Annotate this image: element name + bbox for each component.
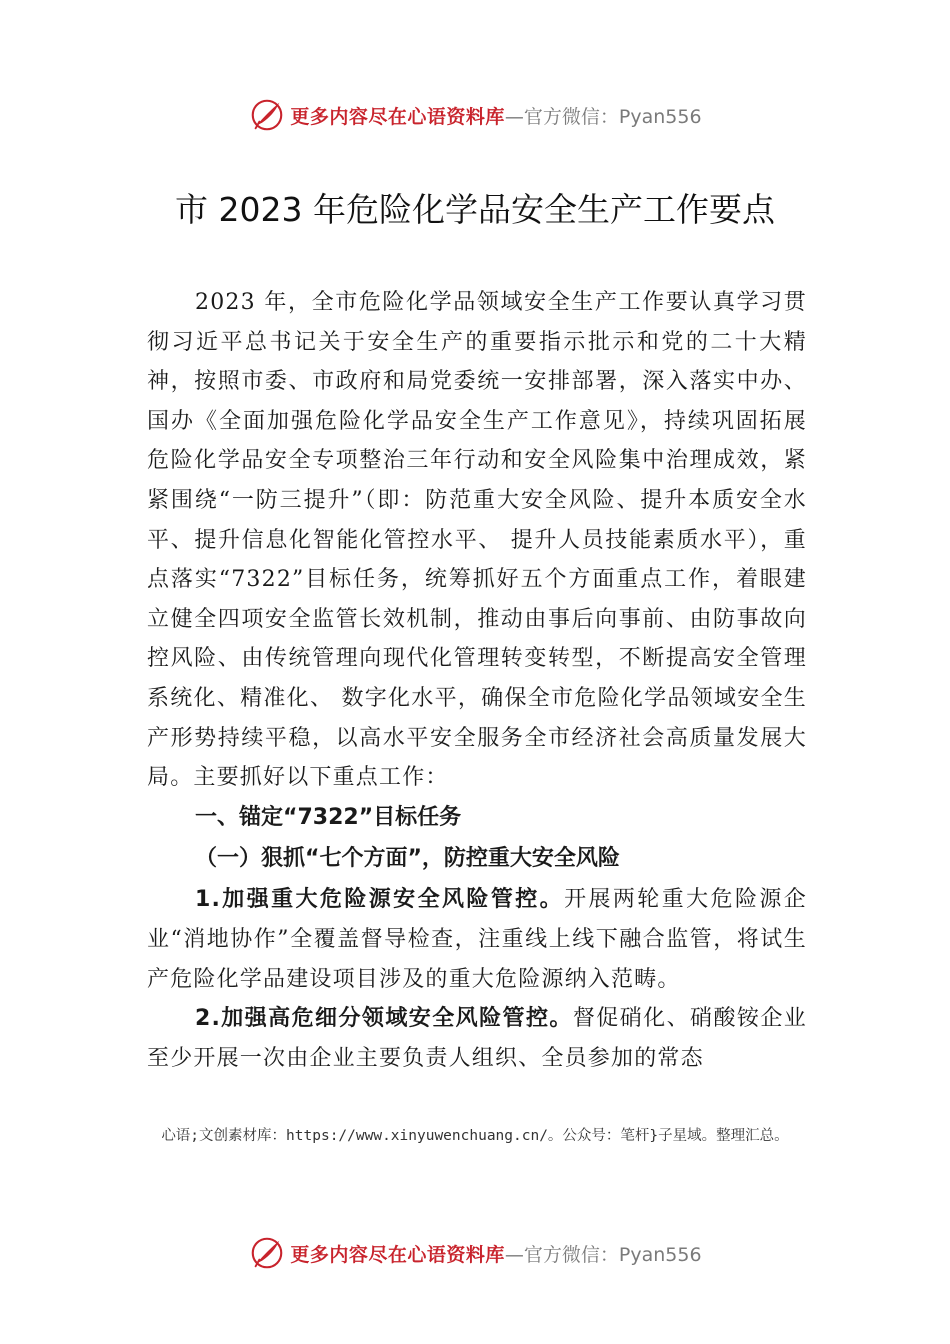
item-2-paragraph xyxy=(147,999,807,1078)
banner-wechat-text: —官方微信：Pyan556 xyxy=(504,105,702,128)
item-1-paragraph xyxy=(147,880,807,999)
section-heading: 一、锚定“7322”目标任务 xyxy=(195,804,462,830)
document-title: 市 2023 年危险化学品安全生产工作要点 xyxy=(175,190,775,229)
footer-source-note: 心语;文创素材库：https://www.xinyuwenchuang.cn/。公众号：笔杆}子星域。整理汇总。 xyxy=(161,1128,789,1144)
subsection-heading: （一）狠抓“七个方面”，防控重大安全风险 xyxy=(195,846,620,872)
item-1-heading: 1.加强重大危险源安全风险管控。 xyxy=(195,887,565,913)
quill-logo-icon xyxy=(248,96,286,134)
footer-banner xyxy=(0,1233,950,1273)
item-2-text: 督促硝化、硝酸铵企业至少开展一次由企业主要负责人组织、全员参加的常态 xyxy=(147,1006,807,1071)
item-1-text: 开展两轮重大危险源企业“消地协作”全覆盖督导检查，注重线上线下融合监管，将试生产危险化学品建设项目涉及的重大危险源纳入范畴。 xyxy=(147,887,807,992)
header-banner xyxy=(0,95,950,135)
banner-brand-text: 更多内容尽在心语资料库 xyxy=(290,1243,505,1266)
banner-wechat-text: —官方微信：Pyan556 xyxy=(504,1243,702,1266)
item-2-heading: 2.加强高危细分领域安全风险管控。 xyxy=(195,1006,573,1032)
document-body xyxy=(147,283,807,1078)
banner-brand-text: 更多内容尽在心语资料库 xyxy=(290,105,505,128)
quill-logo-icon xyxy=(248,1234,286,1272)
intro-paragraph: 2023 年，全市危险化学品领域安全生产工作要认真学习贯彻习近平总书记关于安全生产的重要指示批示和党的二十大精神，按照市委、市政府和局党委统一安排部署，深入落实中办、国办《全面加强危险化学品安全生产工作意见》，持续巩固拓展危险化学品安全专项整治三年行动和安全风险集中治理成效，紧紧围绕“一防三提升”（即：防范重大安全风险、提升本质安全水平、提升信息化智能化管控水平、 提升人员技能素质水平），重点落实“7322”目标任务，统筹抓好五个方面重点工作，着眼建立健全四项安全监管长效机制，推动由事后向事前、由防事故向控风险、由传统管理向现代化管理转变转型，不断提高安全管理系统化、精准化、 数字化水平，确保全市危险化学品领域安全生产形势持续平稳，以高水平安全服务全市经济社会高质量发展大局。主要抓好以下重点工作： xyxy=(147,290,807,791)
